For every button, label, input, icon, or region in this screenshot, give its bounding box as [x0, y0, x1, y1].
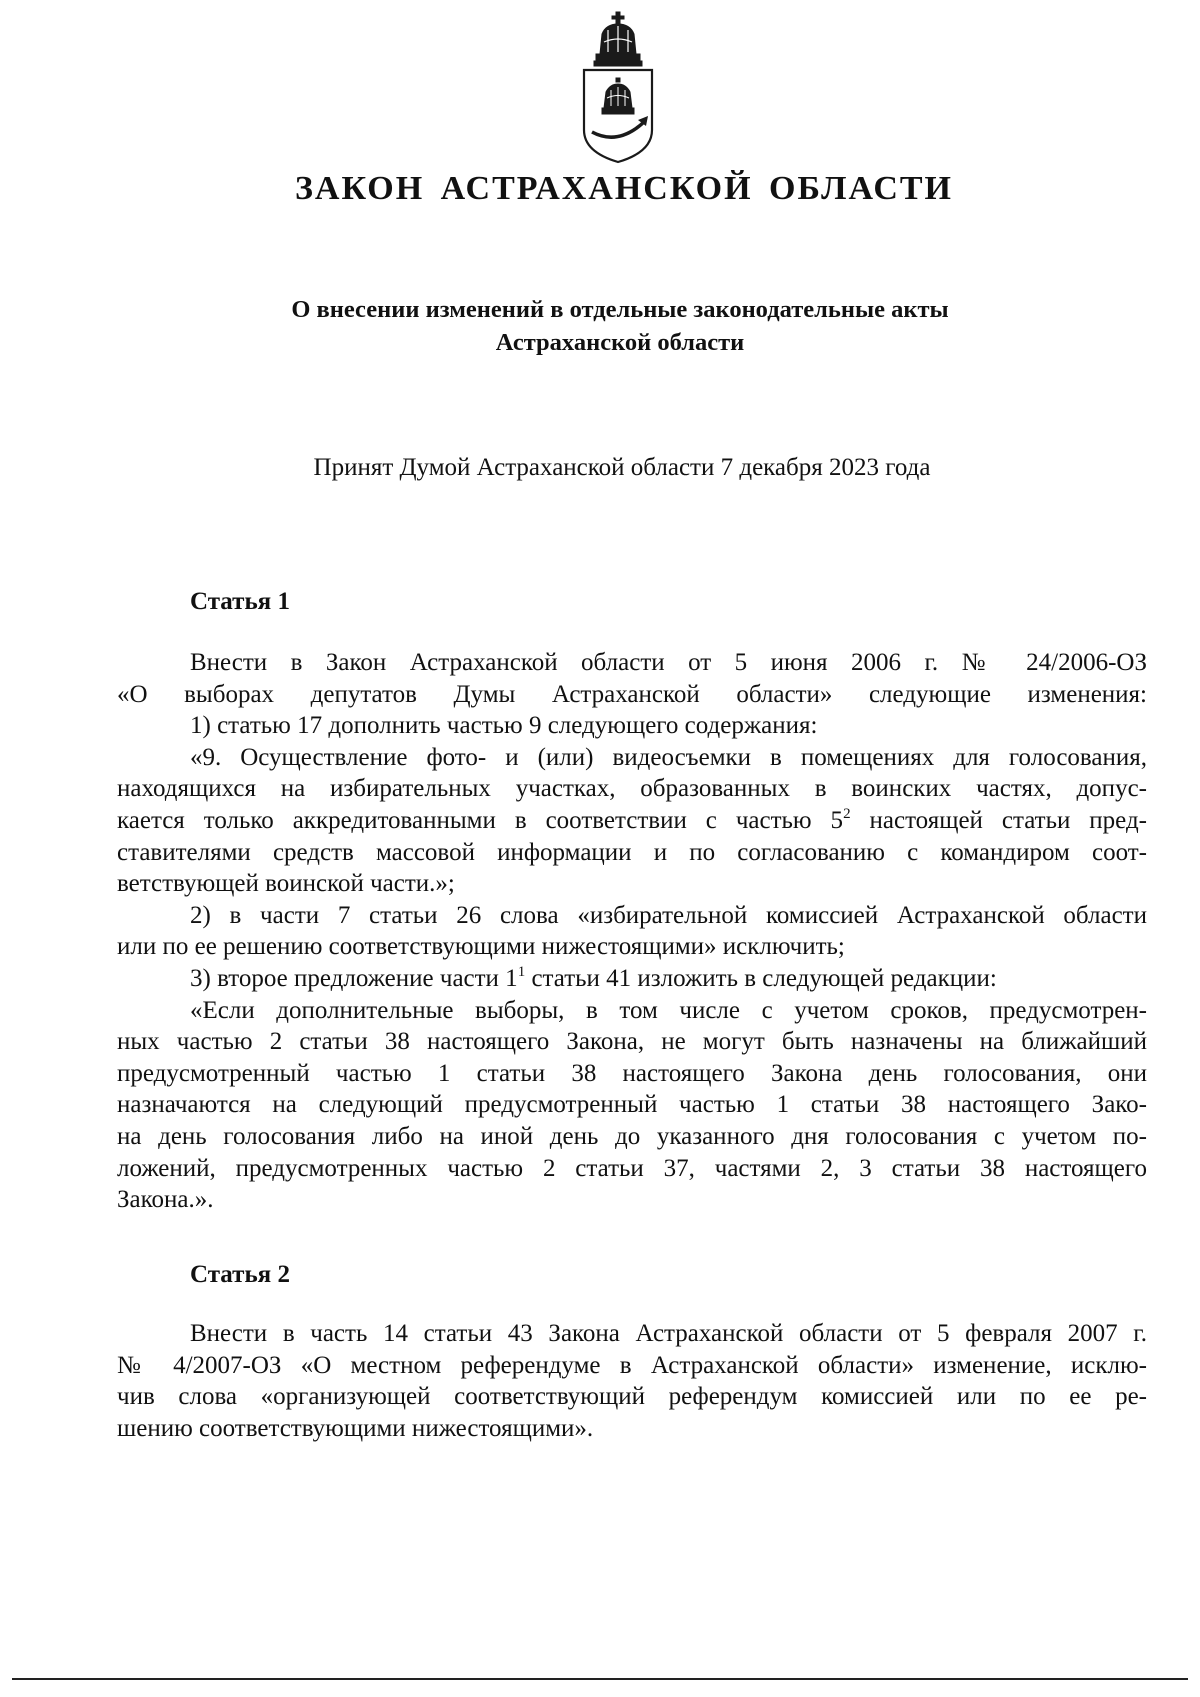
text-fragment: статьи 41 изложить в следующей редакции: — [525, 964, 997, 992]
law-subtitle — [0, 293, 1200, 359]
superscript: 2 — [843, 805, 851, 822]
subtitle-line: Астраханской области — [495, 329, 745, 356]
text-line: чив слова «организующей соответствующий референдум комиссией или по ее ре- — [117, 1383, 1147, 1411]
text-fragment: настоящей статьи пред- — [850, 806, 1147, 834]
text-line — [117, 963, 1147, 995]
subtitle-line: О внесении изменений в отдельные законодательные акты — [291, 296, 949, 323]
law-title: ЗАКОН АСТРАХАНСКОЙ ОБЛАСТИ — [294, 170, 954, 207]
article-1-heading: Статья 1 — [190, 588, 290, 615]
text-line: ложений, предусмотренных частью 2 статьи 37, частями 2, 3 статьи 38 настоящего — [117, 1154, 1147, 1182]
article-2-body — [117, 1318, 1147, 1444]
text-line: ветствующей воинской части.»; — [117, 870, 455, 898]
text-line: 1) статью 17 дополнить частью 9 следующего содержания: — [190, 712, 818, 740]
text-line: 2) в части 7 статьи 26 слова «избирательной комиссией Астраханской области — [190, 901, 1147, 929]
adoption-line: Принят Думой Астраханской области 7 декабря 2023 года — [313, 454, 931, 481]
text-line: № 4/2007-ОЗ «О местном референдуме в Астраханской области» изменение, исклю- — [117, 1351, 1147, 1379]
text-line: Внести в Закон Астраханской области от 5 июня 2006 г. № 24/2006-ОЗ — [190, 649, 1147, 676]
text-line: или по ее решению соответствующими нижестоящими» исключить; — [117, 933, 845, 961]
superscript: 1 — [517, 963, 526, 980]
text-fragment: 3) второе предложение части 1 — [190, 964, 518, 992]
text-line: на день голосования либо на иной день до указанного дня голосования с учетом по- — [117, 1122, 1147, 1150]
text-fragment: кается только аккредитованными в соответствии с частью 5 — [117, 806, 844, 834]
text-line — [117, 805, 1147, 837]
coat-of-arms-emblem — [578, 10, 658, 165]
footer-divider — [12, 1678, 1188, 1680]
text-line: назначаются на следующий предусмотренный частью 1 статьи 38 настоящего Зако- — [117, 1091, 1147, 1119]
text-line: ных частью 2 статьи 38 настоящего Закона, не могут быть назначены на ближайший — [117, 1028, 1147, 1056]
text-line: ставителями средств массовой информации и по согласованию с командиром соот- — [117, 838, 1147, 866]
article-1-body — [117, 647, 1147, 1216]
article-2-heading: Статья 2 — [190, 1261, 290, 1288]
astrakhan-coat-of-arms-icon — [578, 10, 658, 165]
text-line: находящихся на избирательных участках, образованных в воинских частях, допус- — [117, 775, 1147, 803]
text-line: «О выборах депутатов Думы Астраханской области» следующие изменения: — [117, 680, 1147, 708]
text-line: Внести в часть 14 статьи 43 Закона Астраханской области от 5 февраля 2007 г. — [190, 1320, 1147, 1347]
text-line: «Если дополнительные выборы, в том числе с учетом сроков, предусмотрен- — [190, 996, 1147, 1024]
text-line: Закона.». — [117, 1186, 214, 1214]
text-line: шению соответствующими нижестоящими». — [117, 1414, 594, 1442]
text-line: предусмотренный частью 1 статьи 38 настоящего Закона день голосования, они — [117, 1059, 1147, 1087]
text-line: «9. Осуществление фото- и (или) видеосъемки в помещениях для голосования, — [190, 743, 1147, 771]
